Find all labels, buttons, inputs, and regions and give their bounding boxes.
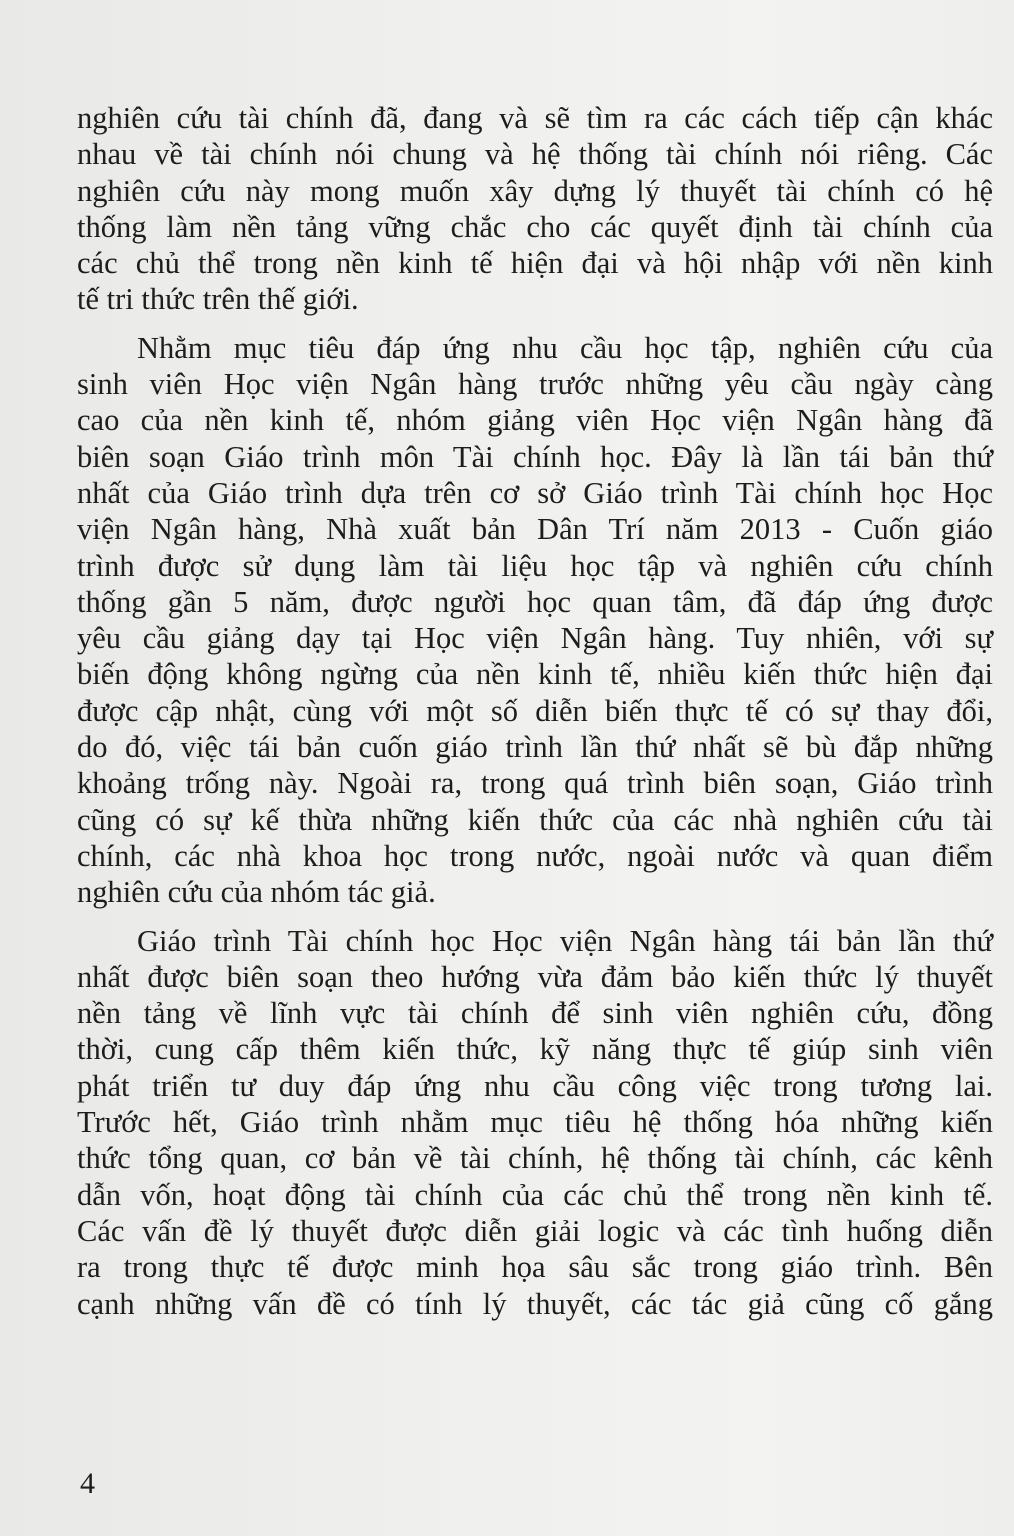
text-line: nghiên cứu của nhóm tác giả. [77, 875, 436, 910]
text-line: Trước hết, Giáo trình nhằm mục tiêu hệ thống hóa những kiến [77, 1105, 993, 1140]
text-line: phát triển tư duy đáp ứng nhu cầu công việc trong tương lai. [77, 1068, 993, 1103]
text-line: do đó, việc tái bản cuốn giáo trình lần thứ nhất sẽ bù đắp những [77, 730, 993, 765]
text-line: yêu cầu giảng dạy tại Học viện Ngân hàng. Tuy nhiên, với sự [77, 621, 993, 656]
text-line: nhất của Giáo trình dựa trên cơ sở Giáo trình Tài chính học Học [77, 475, 993, 510]
text-line: ra trong thực tế được minh họa sâu sắc trong giáo trình. Bên [77, 1250, 993, 1285]
text-line: các chủ thể trong nền kinh tế hiện đại và hội nhập với nền kinh [77, 246, 993, 281]
text-line: thống gần 5 năm, được người học quan tâm, đã đáp ứng được [77, 584, 993, 619]
text-line: chính, các nhà khoa học trong nước, ngoài nước và quan điểm [77, 838, 993, 873]
text-line: nhau về tài chính nói chung và hệ thống tài chính nói riêng. Các [77, 137, 993, 172]
text-line: cũng có sự kế thừa những kiến thức của các nhà nghiên cứu tài [77, 802, 993, 837]
text-line: nền tảng về lĩnh vực tài chính để sinh viên nghiên cứu, đồng [77, 996, 993, 1031]
paragraph [77, 330, 993, 911]
text-line: nghiên cứu này mong muốn xây dựng lý thuyết tài chính có hệ [77, 173, 993, 208]
text-line: khoảng trống này. Ngoài ra, trong quá trình biên soạn, Giáo trình [77, 766, 993, 801]
text-line: được cập nhật, cùng với một số diễn biến thực tế có sự thay đổi, [77, 693, 993, 728]
text-line: Các vấn đề lý thuyết được diễn giải logic và các tình huống diễn [77, 1213, 993, 1248]
text-line: cao của nền kinh tế, nhóm giảng viên Học viện Ngân hàng đã [77, 403, 993, 438]
text-line: dẫn vốn, hoạt động tài chính của các chủ thể trong nền kinh tế. [77, 1177, 993, 1212]
text-line: biên soạn Giáo trình môn Tài chính học. Đây là lần tái bản thứ [77, 439, 993, 474]
text-line: biến động không ngừng của nền kinh tế, nhiều kiến thức hiện đại [77, 657, 993, 692]
body-text [77, 100, 993, 1322]
text-line: viện Ngân hàng, Nhà xuất bản Dân Trí năm 2013 - Cuốn giáo [77, 512, 993, 547]
text-line: Giáo trình Tài chính học Học viện Ngân hàng tái bản lần thứ [137, 923, 993, 958]
text-line: cạnh những vấn đề có tính lý thuyết, các tác giả cũng cố gắng [77, 1286, 993, 1321]
paragraph [77, 100, 993, 318]
page-number: 4 [80, 1467, 95, 1500]
text-line: nhất được biên soạn theo hướng vừa đảm bảo kiến thức lý thuyết [77, 959, 993, 994]
paragraph [77, 923, 993, 1322]
text-line: thống làm nền tảng vững chắc cho các quyết định tài chính của [77, 209, 993, 244]
text-line: tế tri thức trên thế giới. [77, 282, 359, 317]
text-line: sinh viên Học viện Ngân hàng trước những yêu cầu ngày càng [77, 367, 993, 402]
text-line: thức tổng quan, cơ bản về tài chính, hệ thống tài chính, các kênh [77, 1141, 993, 1176]
text-line: Nhằm mục tiêu đáp ứng nhu cầu học tập, nghiên cứu của [137, 330, 993, 365]
paragraph-gap [77, 318, 993, 330]
paragraph-gap [77, 911, 993, 923]
text-line: thời, cung cấp thêm kiến thức, kỹ năng thực tế giúp sinh viên [77, 1032, 993, 1067]
text-line: trình được sử dụng làm tài liệu học tập và nghiên cứu chính [77, 548, 993, 583]
text-line: nghiên cứu tài chính đã, đang và sẽ tìm ra các cách tiếp cận khác [77, 101, 993, 135]
